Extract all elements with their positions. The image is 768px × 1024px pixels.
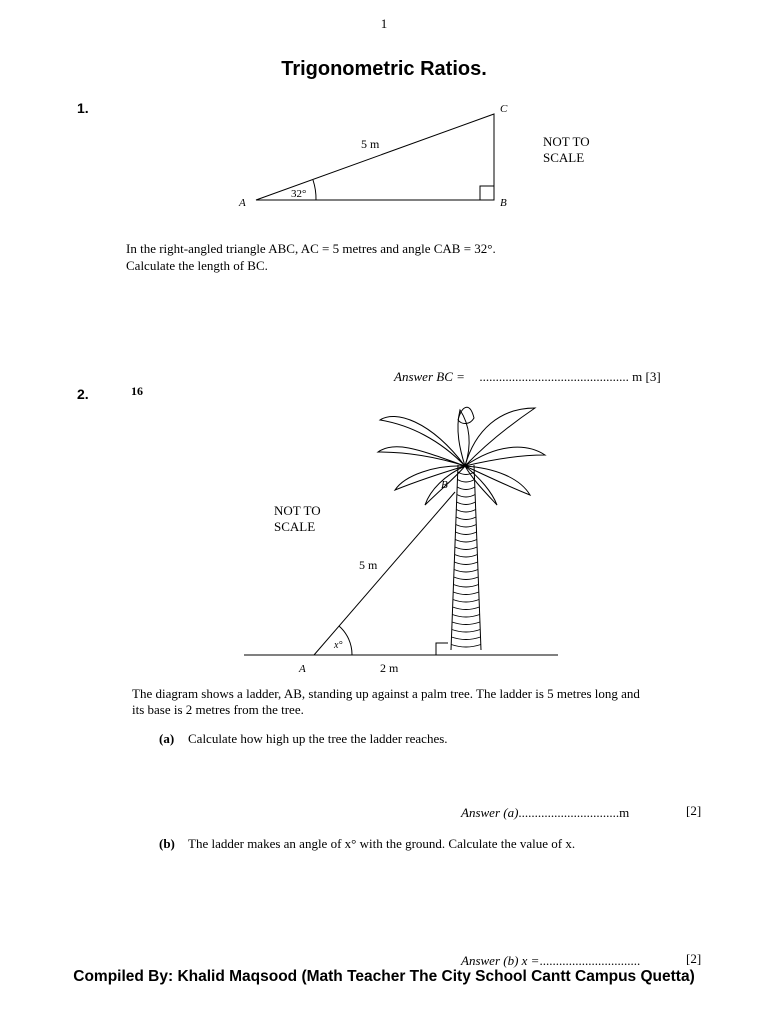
hypotenuse-label: 5 m [361, 137, 380, 151]
not-to-scale-line2: SCALE [543, 150, 585, 165]
q2-text-line1: The diagram shows a ladder, AB, standing up against a palm tree. The ladder is 5 metres long and [132, 686, 640, 701]
trunk-ring [457, 487, 475, 490]
trunk-ring [456, 510, 475, 513]
angle-x-label: x° [334, 640, 343, 651]
point-a-label: A [299, 663, 306, 675]
base-length-label: 2 m [380, 661, 399, 675]
trunk-ring [453, 592, 479, 595]
not-to-scale-line1: NOT TO [543, 134, 590, 149]
q2-answer-a-label: Answer (a) [461, 805, 519, 820]
angle-label: 32° [291, 188, 307, 200]
trunk-ring [455, 547, 477, 550]
q2-answer-b-label: Answer (b) x = [461, 953, 540, 968]
q1-text-line1: In the right-angled triangle ABC, AC = 5 metres and angle CAB = 32°. [126, 241, 496, 256]
trunk-ring [455, 540, 477, 543]
trunk-ring [451, 637, 480, 640]
trunk-ring [453, 607, 480, 610]
q2-text-line2: its base is 2 metres from the tree. [132, 702, 304, 717]
trunk-ring [454, 562, 477, 565]
trunk-ring [451, 645, 481, 648]
ladder-ab [314, 492, 455, 655]
right-angle-marker [480, 186, 494, 200]
q2-answer-b-dots: ............................... [539, 953, 641, 968]
palm-trunk [451, 465, 481, 650]
trunk-ring [454, 577, 478, 580]
trunk-ring [457, 495, 475, 498]
trunk-ring [456, 525, 477, 528]
q2-answer-a-unit: m [619, 805, 630, 820]
q1-answer-label: Answer BC = [394, 369, 465, 384]
q1-text-line2: Calculate the length of BC. [126, 258, 268, 273]
q2-answer-a-dots: ............................... [518, 805, 620, 820]
q2-source-number: 16 [131, 384, 143, 398]
trunk-ring [454, 570, 478, 573]
question-2-number: 2. [77, 386, 89, 402]
not-to-scale-line2: SCALE [274, 519, 316, 534]
trunk-ring [452, 630, 480, 633]
q1-marks: [3] [645, 369, 661, 384]
question-1-number: 1. [77, 100, 89, 116]
trunk-ring [455, 532, 476, 535]
q2-part-b-label: (b) [159, 836, 175, 851]
trunk-ring [457, 502, 476, 505]
trunk-ring [452, 622, 480, 625]
point-b-label: B [441, 479, 448, 491]
q2-ladder-diagram [0, 380, 768, 680]
trunk-ring [453, 600, 479, 603]
q2-part-a-text: Calculate how high up the tree the ladder reaches. [188, 731, 448, 746]
tree-right-angle-marker [436, 643, 448, 655]
not-to-scale-line1: NOT TO [274, 503, 321, 518]
q1-answer-dots: .............................................. [479, 369, 629, 384]
vertex-a-label: A [239, 197, 246, 209]
vertex-b-label: B [500, 197, 507, 209]
page-title: Trigonometric Ratios. [281, 58, 487, 80]
q2-part-a-label: (a) [159, 731, 175, 746]
q1-answer-unit: m [632, 369, 643, 384]
page-number: 1 [380, 16, 388, 31]
vertex-c-label: C [500, 103, 508, 115]
q2-part-b-text: The ladder makes an angle of x° with the ground. Calculate the value of x. [188, 836, 576, 851]
trunk-ring [457, 480, 474, 483]
angle-arc-a [313, 180, 316, 200]
trunk-ring [453, 585, 478, 588]
q2-answer-a-marks: [2] [686, 803, 702, 818]
ladder-length-label: 5 m [359, 558, 378, 572]
trunk-ring [455, 555, 478, 558]
trunk-ring [452, 615, 479, 618]
trunk-ring [456, 517, 476, 520]
palm-fronds [378, 407, 545, 505]
q2-answer-b-marks: [2] [686, 951, 702, 966]
footer-credit: Compiled By: Khalid Maqsood (Math Teacher The City School Cantt Campus Quetta) [73, 968, 695, 985]
